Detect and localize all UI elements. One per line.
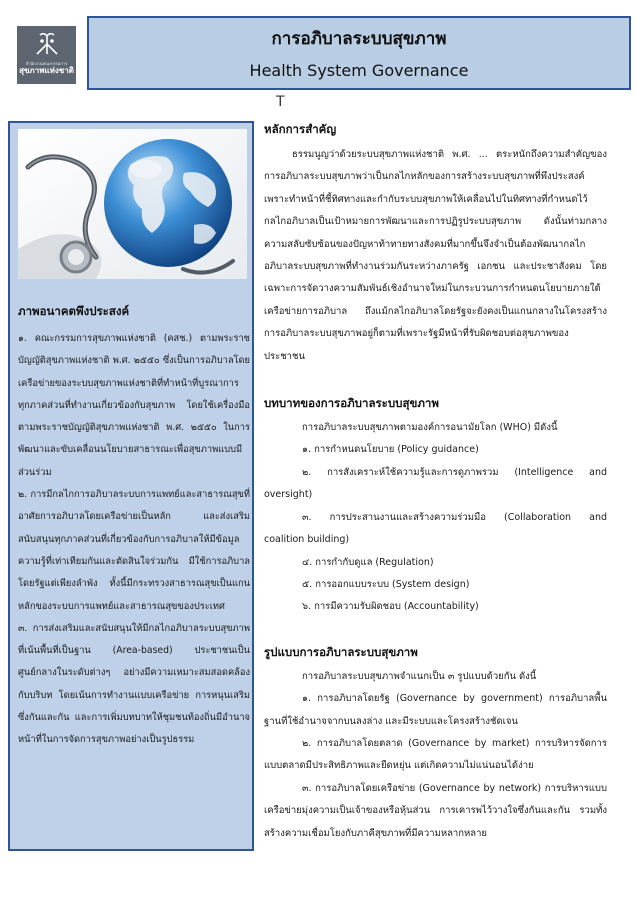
- roles-item: ๒. การสังเคราะห์ใช้ความรู้และการดูภาพรวม (Intelligence and: [302, 466, 607, 478]
- sidebar-item: ๓. การส่งเสริมและสนับสนุนให้มีกลไกอภิบาลระบบสุขภาพที่เน้นพื้นที่เป็นฐาน (Area-based) ประชาชนเป็นศูนย์กลางในระดับต่างๆ อย่างมีความเหมาะสมสอดคล้องกับบริบท โดยเน้นการทำงานแบบเครือข่าย การหนุนเสริมซึ่งกันและกัน และการเพิ่มบทบาทให้ชุมชนท้องถิ่นมีอำนาจหน้าที่ในการจัดการสุขภาพอย่างเป็นรูปธรรม: [18, 622, 250, 746]
- logo-caption: สุขภาพแห่งชาติ: [19, 66, 74, 75]
- sidebar-item: ๒. การมีกลไกการอภิบาลระบบการแพทย์และสาธารณสุขที่อาศัยการอภิบาลโดยเครือข่ายเป็นหลัก และส่งเสริมสนับสนุนทุกภาคส่วนที่เกี่ยวข้องกับการอภิบาลให้มีข้อมูลความรู้ที่เท่าเทียมกันและตัดสินใจร่วมกัน มีใช้การอภิบาลโดยรัฐแต่เพียงลำพัง ทั้งนี้มีกระทรวงสาธารณสุขเป็นแกนหลักของระบบการแพทย์และสาธารณสุขของประเทศ: [18, 489, 250, 612]
- roles-heading: บทบาทของการอภิบาลระบบสุขภาพ: [264, 396, 439, 411]
- roles-item: ๖. การมีความรับผิดชอบ (Accountability): [302, 601, 479, 613]
- sidebar-item: ๑. คณะกรรมการสุขภาพแห่งชาติ (คสช.) ตามพระราชบัญญัติสุขภาพแห่งชาติ พ.ศ. ๒๕๕๐ ซึ่งเป็นการอภิบาลโดยเครือข่ายของระบบสุขภาพแห่งชาติที่ทำหน้าที่บูรณาการทุกภาคส่วนที่ทำงานเกี่ยวข้องกับสุขภาพ โดยใช้เครื่องมือตามพระราชบัญญัติสุขภาพแห่งชาติ พ.ศ. ๒๕๕๐ ในการพัฒนาและขับเคลื่อนนโยบายสาธารณะเพื่อสุขภาพแบบมีส่วนร่วม: [18, 333, 250, 478]
- sidebar-heading: ภาพอนาคตพึงประสงค์: [18, 304, 130, 318]
- text-cursor-icon: T: [276, 94, 285, 110]
- title-banner: [87, 16, 631, 90]
- organization-logo: [17, 26, 76, 84]
- sidebar-list: [18, 328, 250, 752]
- models-intro: การอภิบาลระบบสุขภาพจำแนกเป็น ๓ รูปแบบด้วยกัน ดังนี้: [302, 670, 537, 682]
- models-item: ๑. การอภิบาลโดยรัฐ (Governance by government) การอภิบาลพื้นฐานที่ใช้อำนาจจากบนลงล่าง และมีระบบและโครงสร้างชัดเจน: [264, 693, 607, 727]
- roles-item-continued: coalition building): [264, 534, 350, 546]
- models-heading: รูปแบบการอภิบาลระบบสุขภาพ: [264, 644, 418, 659]
- page-title-thai: การอภิบาลระบบสุขภาพ: [271, 29, 447, 49]
- models-item: ๓. การอภิบาลโดยเครือข่าย (Governance by network) การบริหารแบบเครือข่ายมุ่งความเป็นเจ้าของหรือหุ้นส่วน การเคารพไว้วางใจซึ่งกันและกัน รวมทั้งสร้างความเชื่อมโยงกับภาคีสุขภาพที่มีความหลากหลาย: [264, 782, 607, 839]
- roles-item: ๕. การออกแบบระบบ (System design): [302, 578, 470, 590]
- principles-body: ธรรมนูญว่าด้วยระบบสุขภาพแห่งชาติ พ.ศ. ... ตระหนักถึงความสำคัญของการอภิบาลระบบสุขภาพว่าเป็นกลไกหลักของการสร้างระบบสุขภาพที่พึงประสงค์เพราะทำหน้าที่ชี้ทิศทางและกำกับระบบสุขภาพให้เคลื่อนไปในทิศทางที่กำหนดไว้ กลไกอภิบาลเป็นเป้าหมายการพัฒนาและการปฏิรูประบบสุขภาพ ดังนั้นท่ามกลางความสลับซับซ้อนของปัญหาท้าทายทางสังคมที่มากขึ้นจึงจำเป็นต้องพัฒนากลไกอภิบาลระบบสุขภาพที่ทำงานร่วมกันระหว่างภาครัฐ เอกชน และประชาสังคม โดยเฉพาะการจัดวางความสัมพันธ์เชิงอำนาจใหม่ในกระบวนการกำหนดนโยบายภายใต้เครือข่ายการอภิบาล ถึงแม้กลไกอภิบาลโดยรัฐจะยังคงเป็นแกนกลางในโครงสร้างการอภิบาลระบบสุขภาพอยู่ก็ตามที่เพราะรัฐมีหน้าที่รับผิดชอบต่อสุขภาพของประชาชน: [264, 149, 607, 362]
- main-content: [264, 120, 607, 845]
- logo-caption-small: สำนักงานคณะกรรมการ: [25, 61, 68, 66]
- roles-item: ๑. การกำหนดนโยบาย (Policy guidance): [302, 444, 479, 456]
- principles-heading: หลักการสำคัญ: [264, 122, 337, 136]
- logo-emblem-icon: [32, 32, 62, 58]
- globe-stethoscope-image: [18, 129, 247, 279]
- sidebar-panel: [8, 121, 254, 851]
- page-title-english: Health System Governance: [249, 61, 469, 80]
- roles-item: ๔. การกำกับดูแล (Regulation): [302, 556, 434, 568]
- roles-item-continued: oversight): [264, 489, 313, 501]
- models-item: ๒. การอภิบาลโดยตลาด (Governance by market) การบริหารจัดการแบบตลาดมีประสิทธิภาพและยืดหยุ่น แต่เกิดความไม่แน่นอนได้ง่าย: [264, 737, 607, 772]
- roles-intro: การอภิบาลระบบสุขภาพตามองค์การอนามัยโลก (WHO) มีดังนี้: [302, 422, 558, 434]
- roles-item: ๓. การประสานงานและสร้างความร่วมมือ (Collaboration and: [302, 511, 607, 523]
